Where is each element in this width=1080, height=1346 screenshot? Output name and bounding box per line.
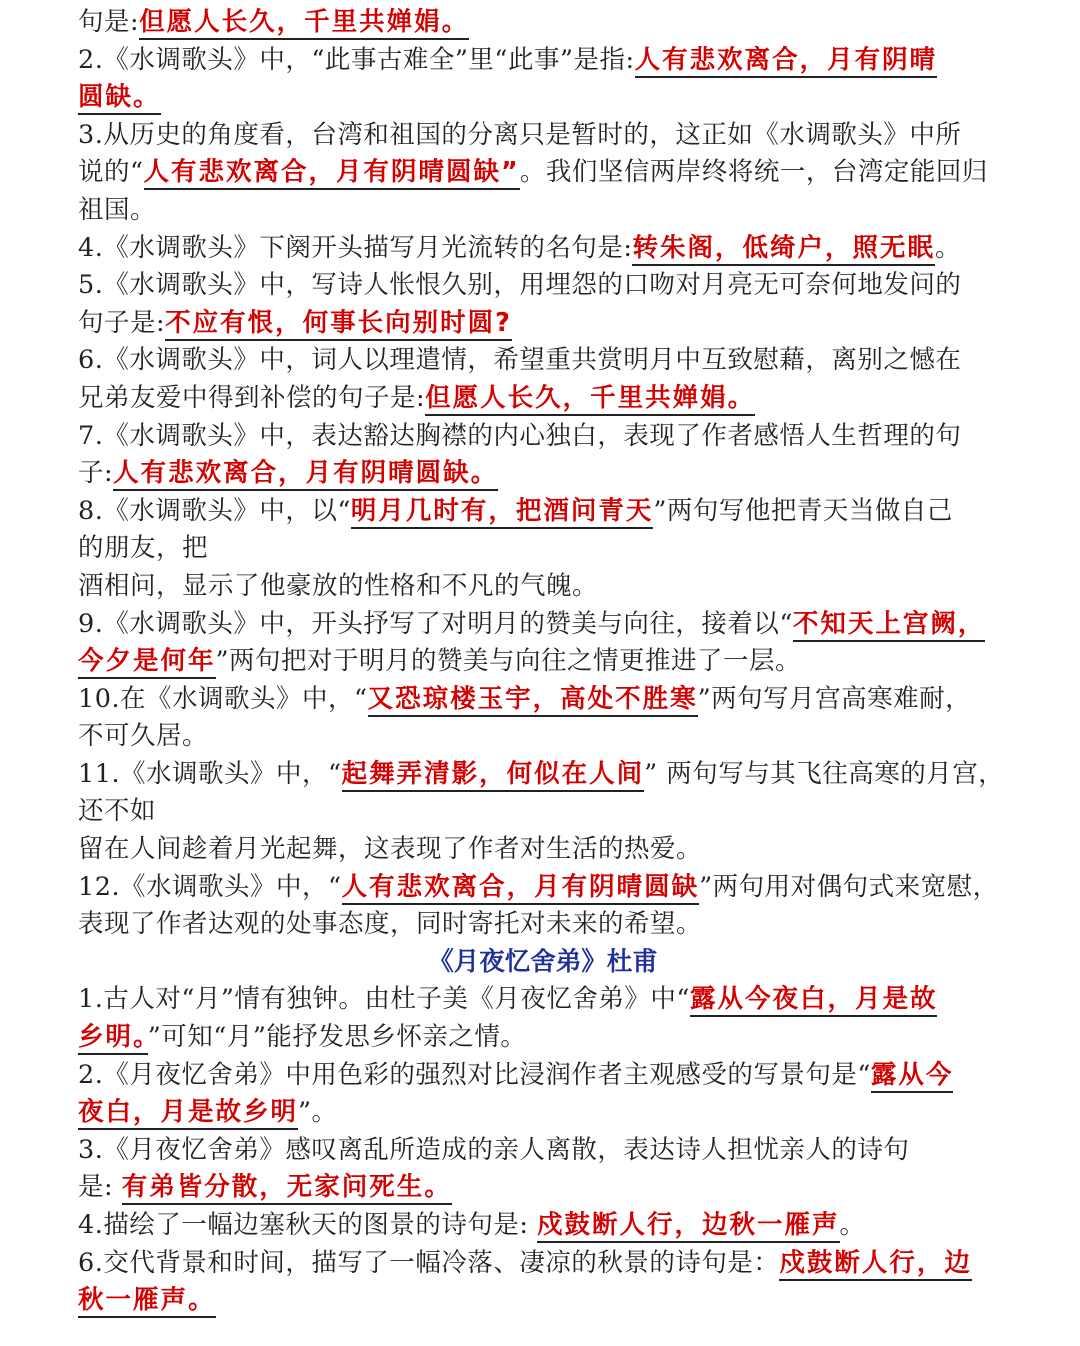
text-line (78, 230, 1008, 268)
text-line (78, 718, 1008, 756)
section-heading (78, 944, 1008, 982)
answer-text: 又恐琼楼玉宇，高处不胜寒 (368, 684, 698, 717)
body-text: 6.交代背景和时间，描写了一幅冷落、凄凉的秋景的诗句是： (78, 1247, 780, 1278)
answer-text: 今夕是何年 (78, 646, 216, 679)
text-line (78, 681, 1008, 719)
body-text: ”可知“月”能抒发思乡怀亲之情。 (147, 1022, 527, 1053)
text-line (78, 342, 1008, 380)
body-text: ” 两句写与其飞往高寒的月宫， (644, 758, 1005, 789)
answer-text: 戍鼓断人行，边秋一雁声 (537, 1210, 840, 1243)
text-line (78, 831, 1008, 869)
text-line (78, 380, 1008, 418)
text-line (78, 79, 1008, 117)
text-line (78, 418, 1008, 456)
answer-text: 转朱阁，低绮户，照无眠 (632, 233, 935, 266)
text-line (78, 154, 1008, 192)
body-text: 句是: (78, 7, 140, 37)
text-line (78, 869, 1008, 907)
answer-text: 夜白，月是故乡明 (78, 1097, 298, 1130)
answer-text: 不知天上宫阙， (793, 609, 986, 642)
body-text: 12.《水调歌头》中，“ (78, 871, 342, 902)
answer-text: 起舞弄清影，何似在人间 (342, 759, 645, 792)
text-line (78, 606, 1008, 644)
answer-text: 但愿人长久，千里共婵娟。 (425, 383, 755, 416)
body-text: 8.《水调歌头》中，以“ (78, 495, 351, 526)
answer-text: 秋一雁声。 (78, 1285, 216, 1318)
body-text: 说的“ (78, 157, 144, 188)
text-line (78, 305, 1008, 343)
body-text: ”两句写月宫高寒难耐， (697, 683, 972, 714)
body-text: 。 (839, 1210, 866, 1240)
body-text: 留在人间趁着月光起舞，这表现了作者对生活的热爱。 (78, 834, 703, 865)
body-text: 兄弟友爱中得到补偿的句子是: (78, 382, 426, 413)
text-line (78, 530, 1008, 568)
text-line (78, 1169, 1008, 1207)
answer-text: 不应有恨，何事长向别时圆? (165, 308, 512, 341)
text-line (78, 906, 1008, 944)
text-line (78, 981, 1008, 1019)
body-text: 5.《水调歌头》中，写诗人怅恨久别，用埋怨的口吻对月亮无可奈何地发问的 (78, 270, 962, 301)
text-line (78, 568, 1008, 606)
heading-text: 《月夜忆舍弟》杜甫 (428, 946, 658, 977)
body-text: 2.《月夜忆舍弟》中用色彩的强烈对比浸润作者主观感受的写景句是“ (78, 1059, 871, 1090)
body-text: 是: (78, 1172, 122, 1203)
body-text: 1.古人对“月”情有独钟。由杜子美《月夜忆舍弟》中“ (78, 984, 690, 1015)
text-line (78, 1132, 1008, 1170)
answer-text: 人有悲欢离合，月有阴晴圆缺” (144, 157, 520, 190)
document-page (78, 4, 1008, 1320)
text-line (78, 1282, 1008, 1320)
text-line (78, 267, 1008, 305)
answer-text: 露从今夜白，月是故 (690, 984, 938, 1017)
body-text: ”两句写他把青天当做自己 (653, 495, 953, 526)
body-text: 子: (78, 458, 114, 489)
body-text: 酒相问，显示了他豪放的性格和不凡的气魄。 (78, 570, 599, 601)
body-text: ”。 (298, 1097, 338, 1128)
body-text: 6.《水调歌头》中，词人以理遣情，希望重共赏明月中互致慰藉，离别之憾在 (78, 345, 962, 376)
text-line (78, 756, 1008, 794)
body-text: 表现了作者达观的处事态度，同时寄托对未来的希望。 (78, 909, 703, 940)
text-line (78, 1245, 1008, 1283)
body-text: 的朋友，把 (78, 533, 209, 564)
body-text: 11.《水调歌头》中，“ (78, 758, 342, 789)
body-text: 不可久居。 (78, 721, 209, 752)
text-line (78, 117, 1008, 155)
body-text: 句子是: (78, 307, 166, 338)
text-line (78, 1094, 1008, 1132)
body-text: 9.《水调歌头》中，开头抒写了对明月的赞美与向往，接着以“ (78, 608, 793, 639)
body-text: 3.从历史的角度看，台湾和祖国的分离只是暂时的，这正如《水调歌头》中所 (78, 119, 962, 150)
answer-text: 人有悲欢离合，月有阴晴圆缺 (342, 872, 700, 905)
text-line (78, 42, 1008, 80)
body-text: 7.《水调歌头》中，表达豁达胸襟的内心独白，表现了作者感悟人生哲理的句 (78, 420, 962, 451)
text-line (78, 643, 1008, 681)
body-text: 还不如 (78, 796, 157, 827)
body-text: 。我们坚信两岸终将统一，台湾定能回归 (519, 157, 988, 188)
text-line (78, 192, 1008, 230)
text-line (78, 493, 1008, 531)
text-line (78, 1207, 1008, 1245)
answer-text: 但愿人长久，千里共婵娟。 (139, 7, 469, 40)
text-line (78, 1057, 1008, 1095)
text-line (78, 4, 1008, 42)
body-text: 3.《月夜忆舍弟》感叹离乱所造成的亲人离散，表达诗人担忧亲人的诗句 (78, 1134, 910, 1165)
body-text: 4.《水调歌头》下阕开头描写月光流转的名句是: (78, 232, 633, 263)
answer-text: 有弟皆分散，无家问死生。 (122, 1172, 452, 1205)
body-text: ”两句用对偶句式来宽慰， (699, 871, 999, 902)
body-text: 2.《水调歌头》中，“此事古难全”里“此事”是指: (78, 44, 635, 75)
body-text: 祖国。 (78, 194, 157, 225)
text-line (78, 455, 1008, 493)
answer-text: 圆缺。 (78, 82, 161, 115)
body-text: 。 (934, 232, 961, 263)
body-text: ”两句把对于明月的赞美与向往之情更推进了一层。 (215, 646, 802, 677)
body-text: 10.在《水调歌头》中，“ (78, 683, 368, 714)
answer-text: 人有悲欢离合，月有阴晴 (635, 45, 938, 78)
text-line (78, 1019, 1008, 1057)
answer-text: 人有悲欢离合，月有阴晴圆缺。 (113, 458, 498, 491)
answer-text: 戍鼓断人行，边 (779, 1248, 972, 1281)
text-line (78, 793, 1008, 831)
answer-text: 露从今 (871, 1060, 954, 1093)
answer-text: 明月几时有，把酒问青天 (351, 496, 654, 529)
answer-text: 乡明。 (78, 1022, 148, 1055)
body-text: 4.描绘了一幅边塞秋天的图景的诗句是: (78, 1210, 538, 1240)
